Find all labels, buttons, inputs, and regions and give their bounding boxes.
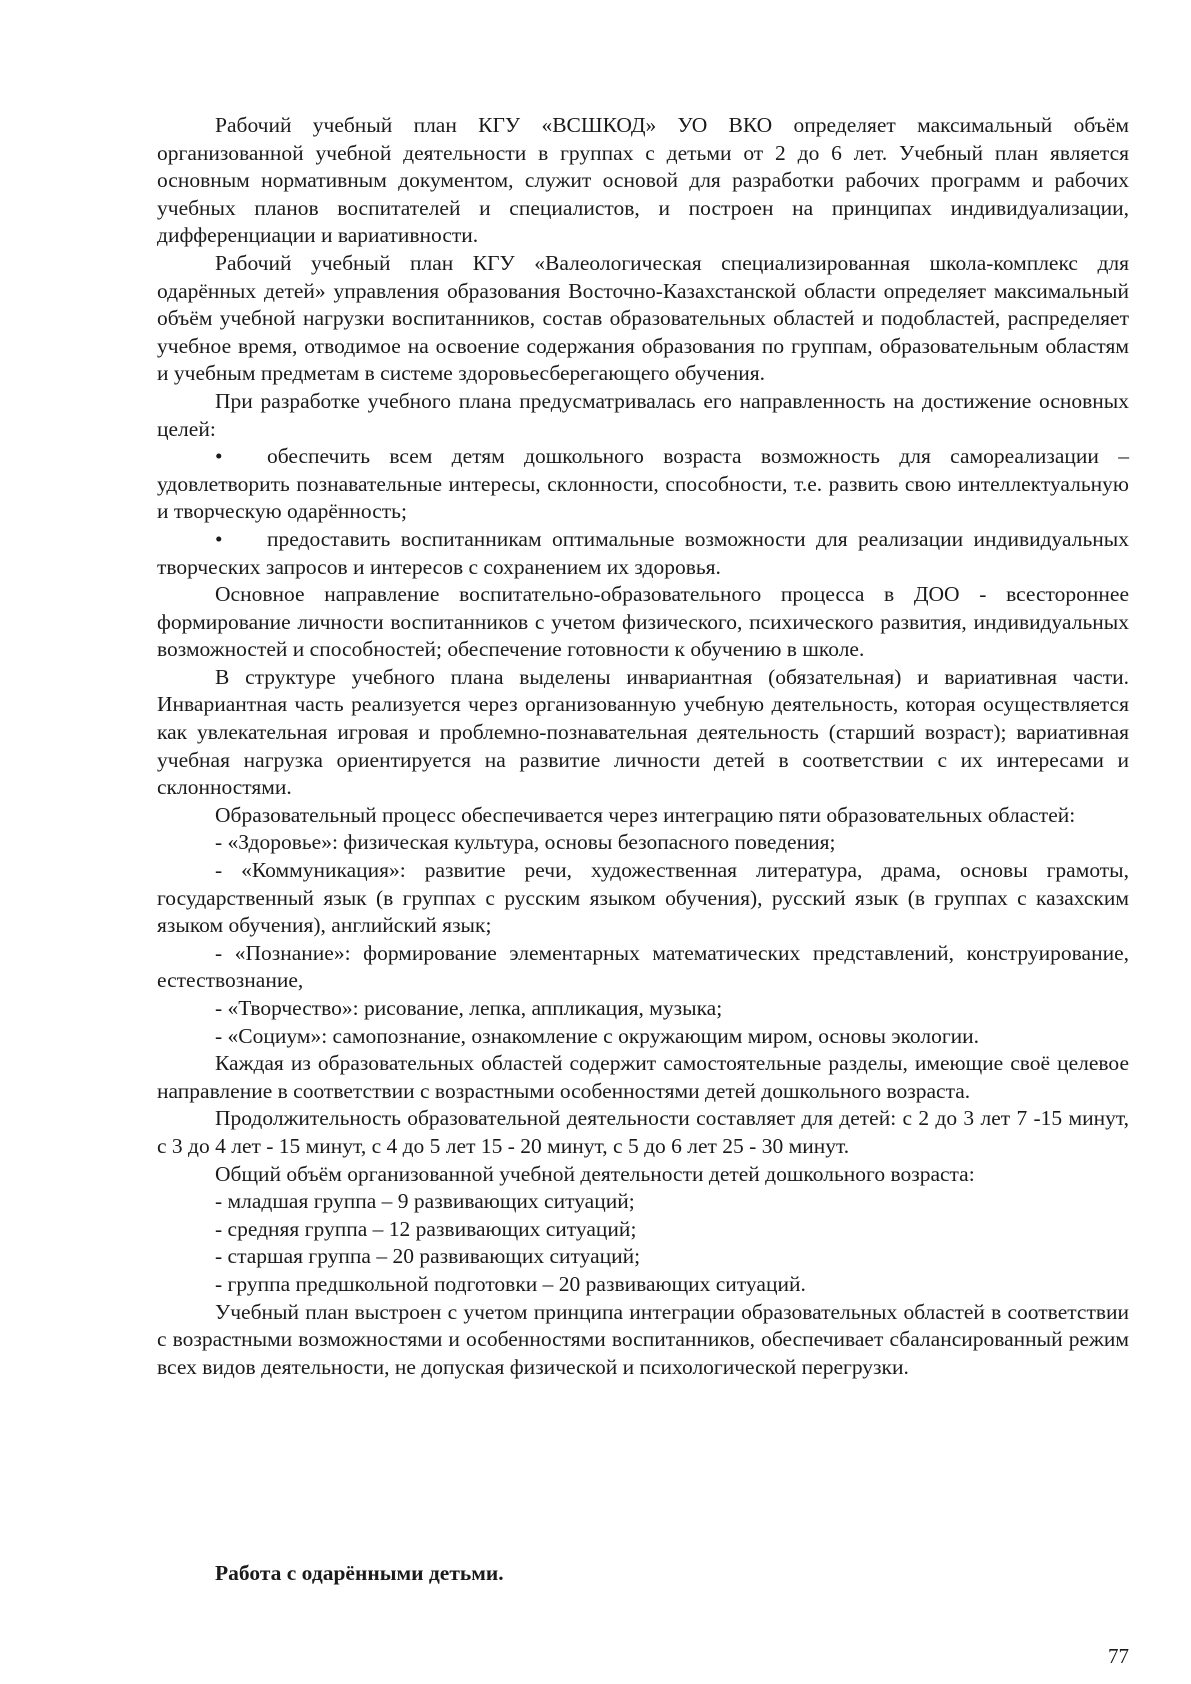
bullet-text: предоставить воспитанникам оптимальные возможности для реализации индивидуальных творческих запросов и интересов с сохранением их здоровья. <box>157 526 1129 579</box>
paragraph: - «Творчество»: рисование, лепка, аппликация, музыка; <box>215 996 723 1020</box>
paragraph: При разработке учебного плана предусматривалась его направленность на достижение основных целей: <box>157 388 1129 441</box>
paragraph: Продолжительность образовательной деятельности составляет для детей: с 2 до 3 лет 7 -15 минут, с 3 до 4 лет - 15 минут, с 4 до 5 лет 15 - 20 минут, с 5 до 6 лет 25 - 30 минут. <box>157 1106 1129 1158</box>
paragraph: - средняя группа – 12 развивающих ситуаций; <box>215 1216 637 1241</box>
paragraph: Рабочий учебный план КГУ «Валеологическая специализированная школа-комплекс для одарённых детей» управления образования Восточно-Казахстанской области определяет максимальный объём учебной нагрузки воспитанников, состав образовательных областей и подобластей, распределяет учебное время, отводимое на освоение содержания образования по группам, образовательным областям и учебным предметам в системе здоровьесберегающего обучения. <box>157 250 1129 386</box>
paragraph: Каждая из образовательных областей содержит самостоятельные разделы, имеющие своё целевое направление в соответствии с возрастными особенностями детей дошкольного возраста. <box>157 1051 1129 1103</box>
paragraph: Учебный план выстроен с учетом принципа интеграции образовательных областей в соответствии с возрастными возможностями и особенностями воспитанников, обеспечивает сбалансированный режим всех видов деятельности, не допуская физической и психологической перегрузки. <box>157 1299 1129 1379</box>
body-text <box>157 112 1129 1381</box>
paragraph: В структуре учебного плана выделены инвариантная (обязательная) и вариативная части. Инвариантная часть реализуется через организованную учебную деятельность, которая осуществляется как увлекательная игровая и проблемно-познавательная деятельность (старший возраст); вариативная учебная нагрузка ориентируется на развитие личности детей в соответствии с их интересами и склонностями. <box>157 664 1129 800</box>
paragraph: - группа предшкольной подготовки – 20 развивающих ситуаций. <box>215 1271 806 1296</box>
section-heading: Работа с одарёнными детьми. <box>215 1561 504 1585</box>
bullet-paragraph <box>157 443 1129 526</box>
paragraph: - старшая группа – 20 развивающих ситуаций; <box>215 1244 641 1269</box>
paragraph: - младшая группа – 9 развивающих ситуаций; <box>215 1189 635 1214</box>
bullet-mark: • <box>215 444 223 469</box>
bullet-text: обеспечить всем детям дошкольного возраста возможность для самореализации – удовлетворить познавательные интересы, склонности, способности, т.е. развить свою интеллектуальную и творческую одарённость; <box>157 444 1129 524</box>
paragraph: - «Здоровье»: физическая культура, основы безопасного поведения; <box>215 830 836 855</box>
paragraph: - «Социум»: самопознание, ознакомление с окружающим миром, основы экологии. <box>215 1023 980 1048</box>
page-number: 77 <box>1108 1644 1129 1668</box>
paragraph: Основное направление воспитательно-образовательного процесса в ДОО - всестороннее формирование личности воспитанников с учетом физического, психического развития, индивидуальных возможностей и способностей; обеспечение готовности к обучению в школе. <box>157 582 1129 662</box>
bullet-mark: • <box>215 526 223 551</box>
paragraph: Образовательный процесс обеспечивается через интеграцию пяти образовательных областей: <box>215 802 1076 827</box>
paragraph: - «Коммуникация»: развитие речи, художественная литература, драма, основы грамоты, государственный язык (в группах с русским языком обучения), русский язык (в группах с казахским языком обучения), английский язык; <box>157 858 1129 938</box>
paragraph: Рабочий учебный план КГУ «ВСШКОД» УО ВКО определяет максимальный объём организованной учебной деятельности в группах с детьми от 2 до 6 лет. Учебный план является основным нормативным документом, служит основой для разработки рабочих программ и рабочих учебных планов воспитателей и специалистов, и построен на принципах индивидуализации, дифференциации и вариативности. <box>157 113 1129 248</box>
paragraph: Общий объём организованной учебной деятельности детей дошкольного возраста: <box>215 1161 975 1186</box>
bullet-paragraph <box>157 526 1129 581</box>
paragraph: - «Познание»: формирование элементарных математических представлений, конструирование, естествознание, <box>157 940 1129 993</box>
